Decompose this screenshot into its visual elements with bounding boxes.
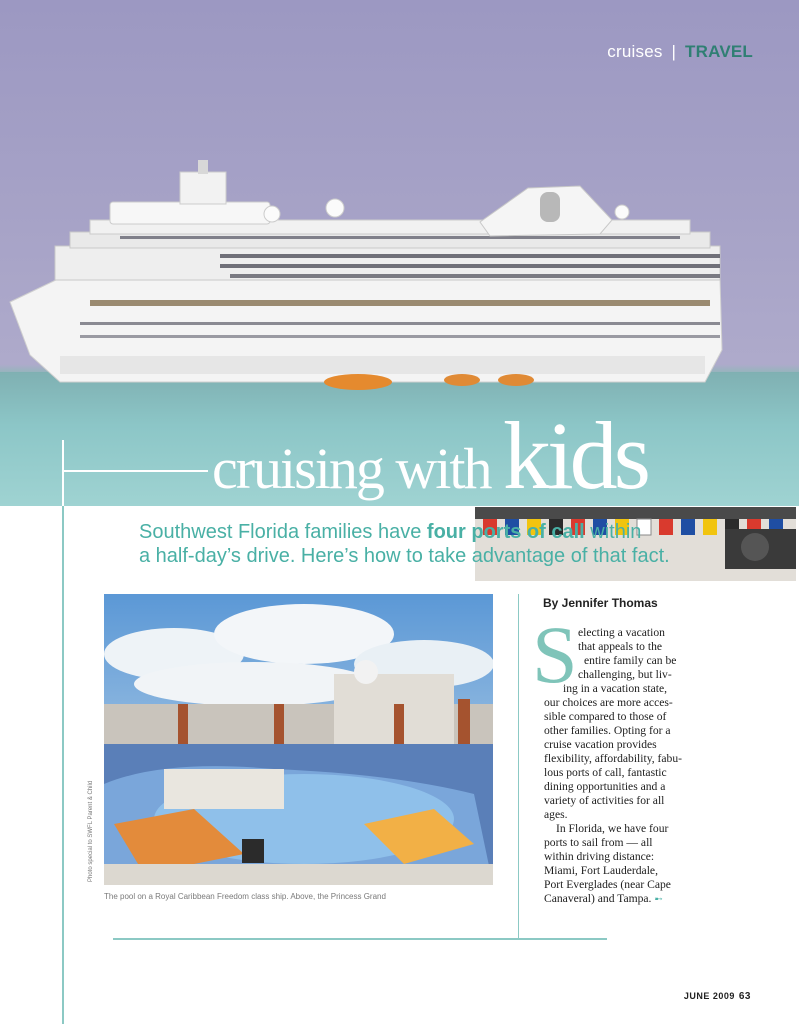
body-line: variety of activities for all — [544, 794, 665, 807]
body-line: sible compared to those of — [544, 710, 667, 723]
body-line: dining opportunities and a — [544, 780, 666, 793]
deck-line-2: a half-day’s drive. Here’s how to take advantage of that fact. — [139, 545, 670, 567]
article-deck — [139, 520, 759, 568]
deck-lead: Southwest Florida families have — [139, 521, 427, 543]
hero-photo — [0, 0, 799, 506]
body-line: our choices are more acces- — [544, 696, 673, 709]
body-indented-lines — [578, 668, 672, 682]
page-folio — [684, 991, 751, 1002]
issue-date: JUNE 2009 — [683, 991, 735, 1001]
body-indented-lines — [578, 640, 662, 654]
title-part-2: kids — [502, 402, 648, 506]
body-line: cruise vacation provides — [544, 738, 657, 751]
body-line: challenging, but liv- — [578, 668, 672, 681]
body-column — [544, 696, 682, 907]
page-number: 63 — [738, 991, 751, 1002]
body-line: within driving distance: — [544, 850, 655, 863]
deck-highlight: four ports of call — [426, 521, 585, 543]
photo-caption: The pool on a Royal Caribbean Freedom class ship. Above, the Princess Grand — [104, 892, 386, 901]
body-line: electing a vacation — [578, 626, 665, 639]
body-line: that appeals to the — [578, 640, 663, 653]
body-line: Port Everglades (near Cape — [544, 878, 671, 891]
drop-cap: S — [532, 609, 578, 700]
body-line: other families. Opting for a — [544, 724, 671, 737]
end-mark-icon: ➸ — [654, 894, 663, 905]
body-indented-lines — [584, 654, 676, 668]
headline-rule — [62, 470, 208, 472]
photo-credit: Photo special to SWFL Parent & Child — [88, 780, 94, 882]
body-line: lous ports of call, fantastic — [544, 766, 667, 779]
section-label — [607, 42, 753, 62]
bottom-rule — [113, 938, 607, 940]
body-line: flexibility, affordability, fabu- — [544, 752, 683, 765]
section-separator: | — [671, 42, 677, 61]
cruise-ship-illustration — [0, 150, 760, 410]
deck-line-1 — [139, 520, 759, 544]
section-name: cruises — [607, 42, 663, 61]
body-line: ing in a vacation state, — [563, 682, 667, 695]
deck-rest: within — [584, 521, 642, 543]
body-line: entire family can be — [584, 654, 677, 667]
body-indented-lines — [578, 626, 665, 640]
body-line: ports to sail from — all — [544, 836, 653, 849]
pool-photo — [104, 594, 493, 885]
body-indented-lines — [563, 682, 667, 696]
page-title — [212, 400, 647, 506]
body-line-text: Canaveral) and Tampa. — [544, 892, 652, 905]
body-line: Miami, Fort Lauderdale, — [544, 864, 658, 877]
title-part-1: cruising with — [212, 436, 503, 501]
body-line: ages. — [544, 808, 568, 821]
byline: By Jennifer Thomas — [543, 596, 658, 610]
category-name: TRAVEL — [685, 42, 753, 61]
left-vertical-rule — [62, 506, 64, 1024]
body-line: In Florida, we have four — [556, 822, 669, 835]
column-rule — [518, 594, 519, 939]
body-line-last — [544, 892, 682, 907]
headline-tick — [62, 440, 64, 506]
